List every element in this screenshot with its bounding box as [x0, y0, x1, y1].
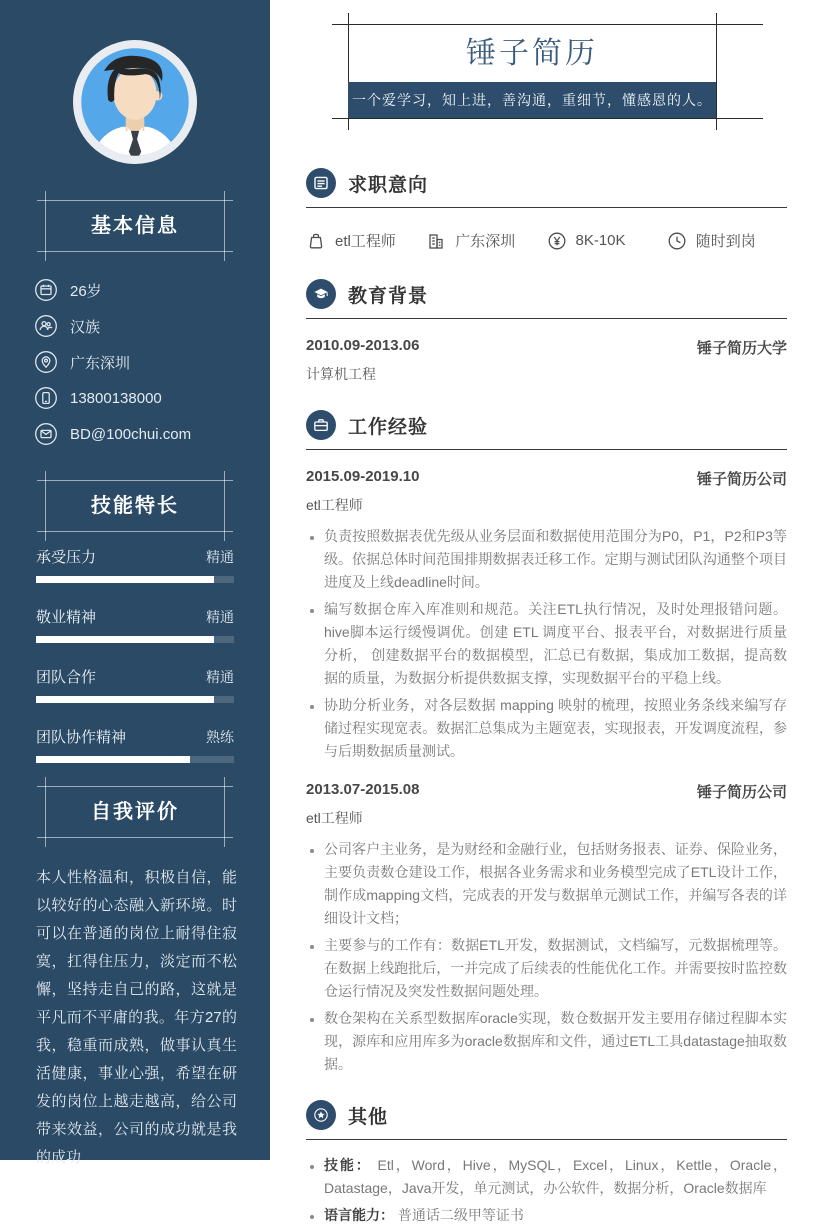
section-intention-title: 求职意向 — [348, 174, 429, 196]
job-period: 2013.07-2015.08 — [306, 781, 420, 798]
job-bullets — [306, 525, 787, 763]
other-language-text: 普通话二级甲等证书 — [397, 1207, 524, 1223]
resume-subtitle: 一个爱学习，知上进，善沟通，重细节，懂感恩的人。 — [348, 82, 716, 118]
info-ethnicity: 汉族 — [70, 318, 101, 336]
section-experience-title: 工作经验 — [348, 416, 429, 438]
section-divider — [306, 318, 787, 319]
avatar — [73, 40, 197, 164]
job-entry — [306, 781, 787, 802]
job-company: 锤子简历公司 — [696, 784, 787, 801]
skill-item — [36, 726, 234, 763]
education-period: 2010.09-2013.06 — [306, 337, 420, 354]
job-period: 2015.09-2019.10 — [306, 468, 420, 485]
section-intention-head — [306, 168, 787, 198]
graduation-cap-icon — [306, 279, 336, 309]
info-row-phone — [0, 380, 270, 416]
evaluation-title: 自我评价 — [91, 801, 179, 823]
email-icon — [34, 422, 58, 446]
section-other-title: 其他 — [348, 1106, 389, 1128]
info-age: 26岁 — [70, 282, 102, 300]
skill-level: 精通 — [206, 609, 234, 625]
job-entry — [306, 468, 787, 489]
skill-name: 敬业精神 — [36, 609, 97, 626]
job-role: etl工程师 — [306, 810, 363, 826]
section-education-head — [306, 279, 787, 309]
skill-bar — [36, 576, 234, 583]
resume-main — [270, 0, 820, 1223]
education-entry — [306, 337, 787, 358]
position-bag-icon — [306, 231, 326, 251]
info-phone: 13800138000 — [70, 389, 162, 407]
resume-title: 锤子简历 — [466, 37, 598, 70]
other-language-label: 语言能力： — [324, 1207, 394, 1223]
intention-city: 广东深圳 — [426, 230, 546, 251]
basic-info-list — [0, 272, 270, 452]
job-company: 锤子简历公司 — [696, 471, 787, 488]
other-skills-item — [324, 1154, 787, 1200]
skill-level: 精通 — [206, 669, 234, 685]
skill-bar — [36, 636, 234, 643]
skill-item — [36, 546, 234, 583]
job-bullet: • 数仓架构在关系型数据库oracle实现，数仓数据开发主要用存储过程脚本实现，源库和应用库多为oracle数据库和文件，通过ETL工具datastage抽取数据。 — [324, 1007, 787, 1076]
skill-bar — [36, 696, 234, 703]
briefcase-icon — [306, 410, 336, 440]
evaluation-text: 本人性格温和，积极自信，能以较好的心态融入新环境。时可以在普通的岗位上耐得住寂寞，扛得住压力，淡定而不松懈，坚持走自己的路，这就是平凡而不平庸的我。年方27的我，稳重而成熟，做事认真生活健康，事业心强，希望在研发的岗位上越走越高，给公司带来效益，公司的成功就是我的成功 — [36, 869, 237, 1166]
skill-level: 精通 — [206, 549, 234, 565]
skill-level: 熟练 — [206, 729, 234, 745]
section-divider — [306, 1139, 787, 1140]
info-row-age — [0, 272, 270, 308]
salary-yen-icon — [547, 231, 567, 251]
job-bullet: • 主要参与的工作有：数据ETL开发，数据测试，文档编写，元数据梳理等。在数据上线跑批后，一并完成了后续表的性能优化工作。并需要按时监控数仓运行情况及突发性数据问题处理。 — [324, 934, 787, 1003]
resume-header — [306, 0, 787, 150]
job-bullet: • 协助分析业务，对各层数据 mapping 映射的梳理，按照业务条线来编写存储过程实现宽表。数据汇总集成为主题宽表，实现报表，开发调度流程，参与后期数据质量测试。 — [324, 694, 787, 763]
skills-title: 技能特长 — [91, 495, 179, 517]
section-education-title: 教育背景 — [348, 285, 429, 307]
skill-name: 承受压力 — [36, 549, 97, 566]
other-list — [306, 1154, 787, 1227]
intention-card-icon — [306, 168, 336, 198]
info-location: 广东深圳 — [70, 354, 131, 372]
ethnicity-icon — [34, 314, 58, 338]
other-skills-label: 技能： — [324, 1157, 372, 1173]
location-icon — [34, 350, 58, 374]
other-skills-text: Etl，Word，Hive，MySQL，Excel，Linux，Kettle，Oracle，Datastage，Java开发，单元测试，办公软件，数据分析，Oracle数据库 — [324, 1157, 788, 1196]
basic-info-title-block — [0, 200, 270, 252]
city-building-icon — [426, 231, 446, 251]
info-row-email — [0, 416, 270, 452]
intention-row — [306, 230, 787, 251]
skill-item — [36, 666, 234, 703]
other-language-item — [324, 1204, 787, 1227]
section-divider — [306, 449, 787, 450]
sidebar — [0, 0, 270, 1166]
skills-title-block — [0, 480, 270, 532]
section-experience-head — [306, 410, 787, 440]
education-school: 锤子简历大学 — [696, 340, 787, 357]
info-row-location — [0, 344, 270, 380]
skill-name: 团队合作 — [36, 669, 97, 686]
education-major: 计算机工程 — [306, 366, 376, 382]
evaluation-title-block — [0, 786, 270, 838]
star-badge-icon — [306, 1100, 336, 1130]
skills-list — [0, 546, 270, 763]
basic-info-title: 基本信息 — [91, 215, 179, 237]
job-bullet: • 编写数据仓库入库准则和规范。关注ETL执行情况，及时处理报错问题。hive脚本运行缓慢调优。创建 ETL 调度平台、报表平台，对数据进行质量分析， 创建数据平台的数据模型，汇总已有数据，集成加工数据，提高数据的质量，为数据分析提供数据支撑，实现数据平台的平稳上线。 — [324, 598, 787, 690]
job-bullet: • 公司客户主业务，是为财经和金融行业，包括财务报表、证券、保险业务，主要负责数仓建设工作，根据各业务需求和业务模型完成了ETL设计工作，制作成mapping文档，完成表的开发与数据单元测试工作，并编写各表的详细设计文档； — [324, 838, 787, 930]
intention-salary: 8K-10K — [547, 230, 667, 251]
availability-clock-icon — [667, 231, 687, 251]
info-row-ethnicity — [0, 308, 270, 344]
intention-availability: 随时到岗 — [667, 230, 787, 251]
section-other-head — [306, 1100, 787, 1130]
section-divider — [306, 207, 787, 208]
intention-position: etl工程师 — [306, 230, 426, 251]
job-bullet: • 负责按照数据表优先级从业务层面和数据使用范围分为P0，P1，P2和P3等级。依据总体时间范围排期数据表迁移工作。定期与测试团队沟通整个项目进度及上线deadline时间。 — [324, 525, 787, 594]
job-bullets — [306, 838, 787, 1076]
phone-icon — [34, 386, 58, 410]
skill-item — [36, 606, 234, 643]
calendar-icon — [34, 278, 58, 302]
skill-bar — [36, 756, 234, 763]
info-email: BD@100chui.com — [70, 425, 192, 443]
job-role: etl工程师 — [306, 497, 363, 513]
skill-name: 团队协作精神 — [36, 729, 127, 746]
